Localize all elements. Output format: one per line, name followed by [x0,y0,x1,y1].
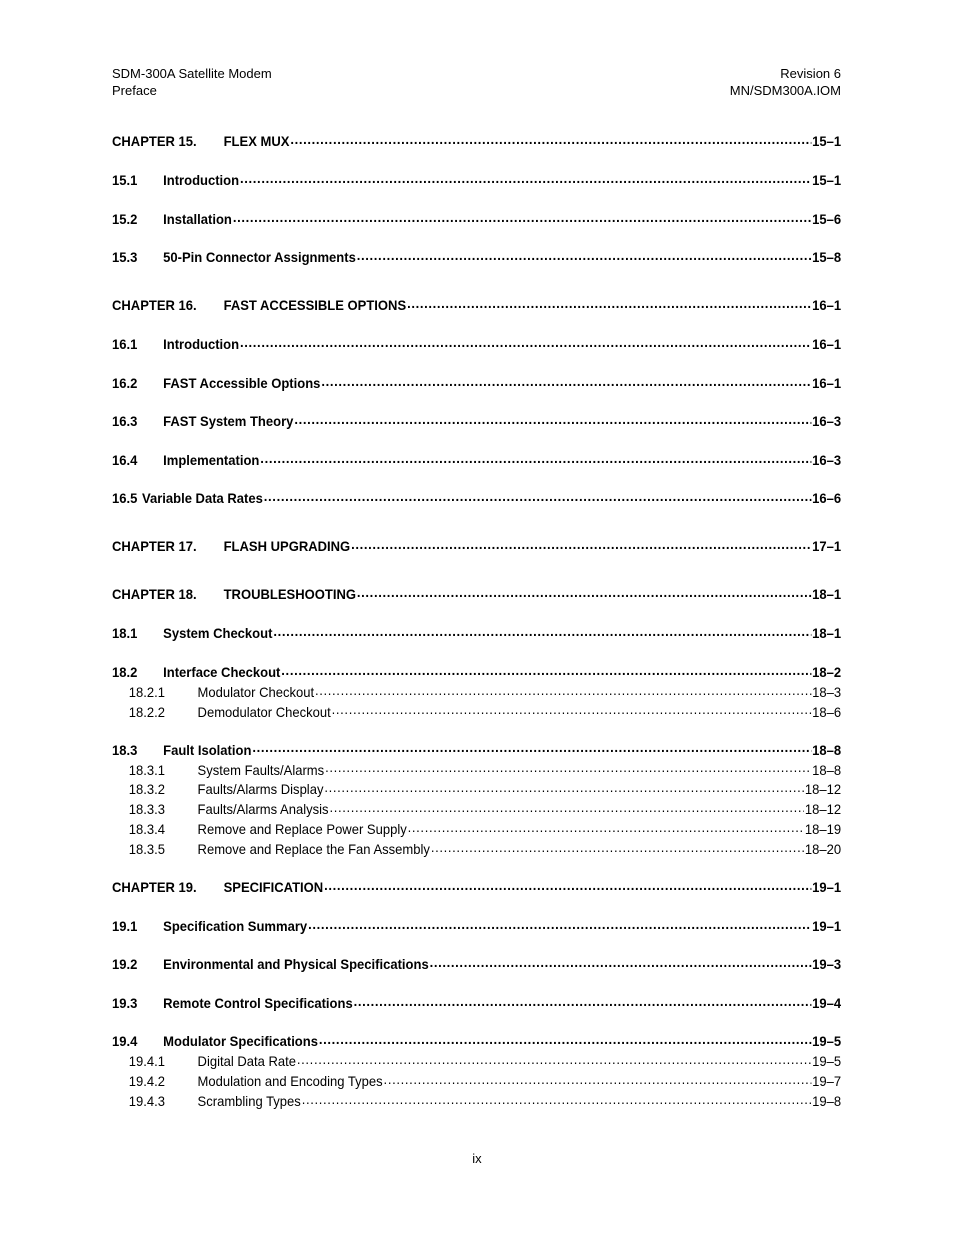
toc-entry-number: 16.5 [112,490,138,507]
dot-leader [289,131,811,146]
dot-leader [239,170,811,185]
toc-entry-number: 18.3.5 [128,840,165,857]
dot-leader [350,536,811,551]
toc-entry-number: 19.3 [112,994,138,1011]
dot-leader [314,682,811,697]
toc-entry-page[interactable]: 19–1 [812,878,842,895]
toc-entry-page[interactable]: 19–7 [812,1073,842,1090]
running-header-left [112,66,272,99]
dot-leader [331,701,811,716]
toc-entry[interactable] [112,662,841,680]
toc-entry-number: 18.3.2 [128,781,165,798]
toc-entry-number: 16.2 [112,374,138,391]
toc-entry-number: 19.2 [112,956,138,973]
toc-entry-title[interactable]: Fault Isolation [163,741,252,758]
toc-entry-page[interactable]: 16–1 [812,297,842,314]
toc-entry-title[interactable]: Demodulator Checkout [197,703,331,720]
toc-entry-page[interactable]: 18–8 [812,741,842,758]
toc-entry-page[interactable]: 18–3 [812,683,842,700]
document-title: SDM-300A Satellite Modem [112,66,272,81]
page-number: ix [472,1151,482,1166]
toc-entry-number: 18.3.3 [128,801,165,818]
dot-leader [353,993,812,1008]
toc-entry[interactable] [112,1071,841,1089]
toc-entry-page[interactable]: 15–1 [812,133,842,150]
toc-entry-title[interactable]: Faults/Alarms Display [197,781,324,798]
toc-entry-title[interactable]: Remote Control Specifications [163,994,353,1011]
toc-entry-page[interactable]: 15–8 [812,249,842,266]
toc-entry[interactable] [112,334,841,352]
toc-entry-number: 18.3 [112,741,138,758]
toc-entry-page[interactable]: 18–8 [812,761,842,778]
toc-entry-number: 15.2 [112,210,138,227]
toc-entry-page[interactable]: 18–12 [804,801,842,818]
toc-entry-number: 18.3.1 [128,761,165,778]
toc-entry-title[interactable]: FAST System Theory [163,413,294,430]
toc-entry-number: 16.4 [112,451,138,468]
toc-entry-title[interactable]: Scrambling Types [197,1092,301,1109]
toc-entry-number: 18.2.2 [128,703,165,720]
toc-entry[interactable] [112,247,841,265]
toc-entry[interactable] [112,779,841,797]
toc-entry-title[interactable]: Modulator Specifications [163,1033,318,1050]
dot-leader [318,1031,811,1046]
toc-entry[interactable] [112,1051,841,1069]
dot-leader [251,739,811,754]
toc-entry-title[interactable]: TROUBLESHOOTING [223,586,356,603]
toc-entry-title[interactable]: FLASH UPGRADING [223,538,351,555]
toc-entry-page[interactable]: 16–3 [812,413,842,430]
dot-leader [232,209,811,224]
toc-entry-title[interactable]: 50-Pin Connector Assignments [163,249,356,266]
toc-entry[interactable] [112,1031,841,1049]
toc-entry-page[interactable]: 16–1 [812,374,842,391]
toc-entry-number: 19.4.2 [128,1073,165,1090]
toc-entry[interactable] [112,295,841,313]
dot-leader [356,584,811,599]
toc-entry-title[interactable]: Installation [163,210,232,227]
toc-entry[interactable] [112,623,841,641]
toc-entry-page[interactable]: 19–4 [812,994,842,1011]
dot-leader [272,623,811,638]
toc-entry-page[interactable]: 16–1 [812,336,842,353]
toc-entry[interactable] [112,701,841,719]
toc-entry-number: 19.4.1 [128,1053,165,1070]
toc-entry-number: CHAPTER 15. [112,133,197,150]
toc-entry[interactable] [112,916,841,934]
dot-leader [406,295,811,310]
toc-entry-title[interactable]: System Checkout [163,625,273,642]
toc-entry[interactable] [112,450,841,468]
toc-entry[interactable] [112,170,841,188]
dot-leader [356,247,811,262]
toc-entry[interactable] [112,819,841,837]
toc-entry-page[interactable]: 19–5 [812,1033,842,1050]
toc-entry-page[interactable]: 18–1 [812,586,842,603]
toc-entry-title[interactable]: Remove and Replace the Fan Assembly [197,840,430,857]
toc-entry-number: 18.3.4 [128,821,165,838]
toc-entry-page[interactable]: 16–6 [812,490,842,507]
dot-leader [296,1051,811,1066]
dot-leader [324,759,811,774]
toc-entry-page[interactable]: 19–1 [812,917,842,934]
toc-entry[interactable] [112,877,841,895]
toc-entry-page[interactable]: 18–19 [804,821,842,838]
toc-entry-page[interactable]: 19–8 [812,1092,842,1109]
toc-entry-page[interactable]: 16–3 [812,451,842,468]
toc-entry-title[interactable]: FLEX MUX [223,133,290,150]
toc-entry-title[interactable]: Modulation and Encoding Types [197,1073,383,1090]
toc-entry-number: CHAPTER 16. [112,297,197,314]
toc-entry-number: 18.2 [112,663,138,680]
toc-entry-number: 15.1 [112,172,138,189]
toc-entry[interactable] [112,993,841,1011]
toc-entry-number: 16.3 [112,413,138,430]
toc-entry-number: CHAPTER 18. [112,586,197,603]
toc-entry[interactable] [112,739,841,757]
dot-leader [323,779,804,794]
dot-leader [293,411,811,426]
toc-entry-title[interactable]: Specification Summary [163,917,308,934]
toc-entry-title[interactable]: FAST ACCESSIBLE OPTIONS [223,297,407,314]
dot-leader [323,877,811,892]
toc-entry-page[interactable]: 18–2 [812,663,842,680]
toc-entry-number: 18.2.1 [128,683,165,700]
toc-entry-page[interactable]: 15–1 [812,172,842,189]
dot-leader [239,334,811,349]
toc-entry-number: 18.1 [112,625,138,642]
toc-entry-number: 19.4 [112,1033,138,1050]
toc-entry-number: 16.1 [112,336,138,353]
toc-entry-page[interactable]: 18–12 [804,781,842,798]
dot-leader [429,954,812,969]
section-name: Preface [112,82,157,98]
toc-entry-page[interactable]: 18–1 [812,625,842,642]
dot-leader [259,450,811,465]
toc-entry-number: CHAPTER 17. [112,538,197,555]
toc-entry[interactable] [112,411,841,429]
toc-entry[interactable] [112,373,841,391]
toc-entry-page[interactable]: 15–6 [812,210,842,227]
toc-entry[interactable] [112,839,841,857]
toc-entry[interactable] [112,799,841,817]
toc-entry-title[interactable]: Variable Data Rates [141,490,263,507]
toc-entry[interactable] [112,1091,841,1109]
document-number: MN/SDM300A.IOM [729,82,841,98]
toc-entry[interactable] [112,488,841,506]
toc-entry[interactable] [112,209,841,227]
toc-entry-page[interactable]: 18–6 [812,703,842,720]
dot-leader [329,799,804,814]
toc-entry[interactable] [112,131,841,149]
toc-entry-title[interactable]: Remove and Replace Power Supply [197,821,407,838]
toc-entry[interactable] [112,954,841,972]
toc-entry-title[interactable]: Interface Checkout [163,663,281,680]
toc-entry-page[interactable]: 17–1 [812,538,842,555]
toc-entry-title[interactable]: Introduction [163,336,240,353]
toc-entry-title[interactable]: Implementation [163,451,260,468]
toc-entry-page[interactable]: 18–20 [804,840,842,857]
toc-entry-number: 19.4.3 [128,1092,165,1109]
toc-entry-title[interactable]: Introduction [163,172,240,189]
dot-leader [280,662,811,677]
toc-entry-number: CHAPTER 19. [112,878,197,895]
dot-leader [263,488,811,503]
toc-entry-page[interactable]: 19–5 [812,1053,842,1070]
dot-leader [430,839,804,854]
toc-entry[interactable] [112,759,841,777]
toc-entry-title[interactable]: Environmental and Physical Specifications [163,956,429,973]
toc-entry-title[interactable]: Modulator Checkout [197,683,315,700]
toc-entry-title[interactable]: Faults/Alarms Analysis [197,801,329,818]
dot-leader [407,819,804,834]
toc-entry[interactable] [112,584,841,602]
toc-entry-title[interactable]: SPECIFICATION [223,878,324,895]
running-header-right [730,66,841,99]
dot-leader [307,916,811,931]
toc-entry-number: 15.3 [112,249,138,266]
dot-leader [301,1091,811,1106]
toc-entry-number: 19.1 [112,917,138,934]
toc-entry[interactable] [112,536,841,554]
toc-entry-page[interactable]: 19–3 [812,956,842,973]
toc-entry[interactable] [112,682,841,700]
dot-leader [383,1071,812,1086]
revision-label: Revision 6 [780,66,841,81]
toc-entry-title[interactable]: FAST Accessible Options [163,374,321,391]
dot-leader [320,373,811,388]
toc-entry-title[interactable]: Digital Data Rate [197,1053,296,1070]
toc-entry-title[interactable]: System Faults/Alarms [197,761,325,778]
